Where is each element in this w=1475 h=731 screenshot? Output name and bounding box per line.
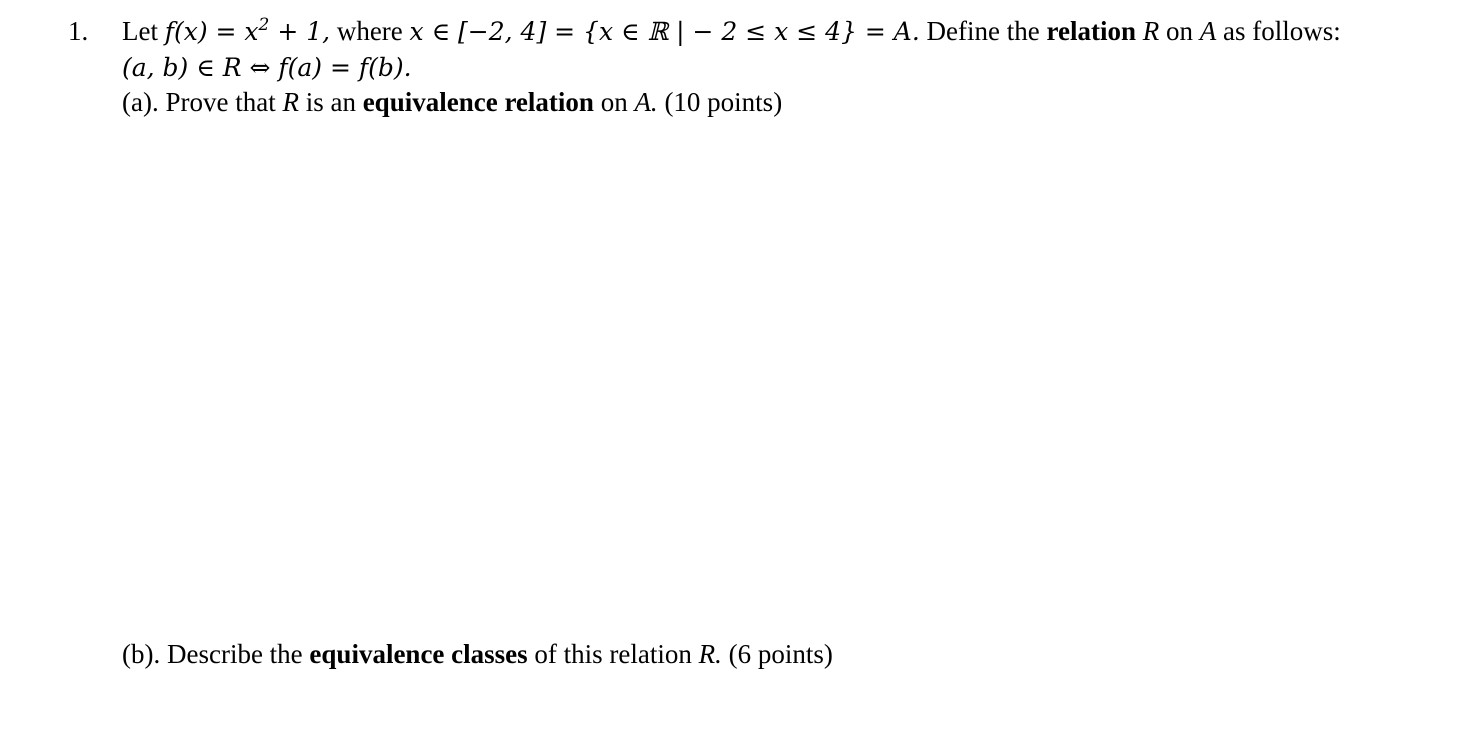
function-base: f(x) = x bbox=[164, 17, 259, 46]
define-bold-term: relation bbox=[1046, 16, 1136, 46]
part-b-prompt bbox=[122, 637, 833, 671]
function-tail: + 1, bbox=[269, 17, 331, 46]
question-number: 1. bbox=[68, 16, 89, 46]
define-tail: as follows: bbox=[1216, 16, 1341, 46]
define-on: on bbox=[1159, 16, 1200, 46]
define-var: R bbox=[1135, 16, 1160, 46]
part-a-on: on bbox=[593, 87, 635, 117]
intro-where: where bbox=[330, 16, 410, 46]
part-b-points: (6 points) bbox=[721, 639, 833, 669]
define-pre: Define the bbox=[919, 16, 1047, 46]
define-set: A bbox=[1199, 16, 1217, 46]
part-a-points: (10 points) bbox=[657, 87, 783, 117]
part-a-set: A. bbox=[634, 87, 658, 117]
part-a-var: R bbox=[282, 87, 299, 117]
part-b-var: R. bbox=[698, 639, 722, 669]
part-a-mid: is an bbox=[298, 87, 363, 117]
relation-rule-line bbox=[122, 50, 412, 85]
function-exponent: 2 bbox=[258, 15, 270, 35]
intro-let: Let bbox=[122, 16, 165, 46]
relation-rule: (a, b) ∈ R ⇔ f(a) = f(b). bbox=[122, 53, 412, 82]
part-b-bold-term: equivalence classes bbox=[309, 639, 528, 669]
part-b-label: (b). Describe the bbox=[122, 639, 310, 669]
part-b-mid: of this relation bbox=[527, 639, 699, 669]
part-b-answer-area[interactable] bbox=[122, 677, 1402, 727]
part-a-label: (a). Prove that bbox=[122, 87, 283, 117]
part-a-answer-area[interactable] bbox=[122, 125, 1402, 625]
question-intro-line bbox=[122, 14, 1341, 49]
part-a-prompt bbox=[122, 85, 782, 119]
domain-expression: x ∈ [−2, 4] = {x ∈ ℝ | − 2 ≤ x ≤ 4} = A. bbox=[409, 17, 920, 46]
function-definition bbox=[165, 17, 330, 46]
part-a-bold-term: equivalence relation bbox=[362, 87, 594, 117]
